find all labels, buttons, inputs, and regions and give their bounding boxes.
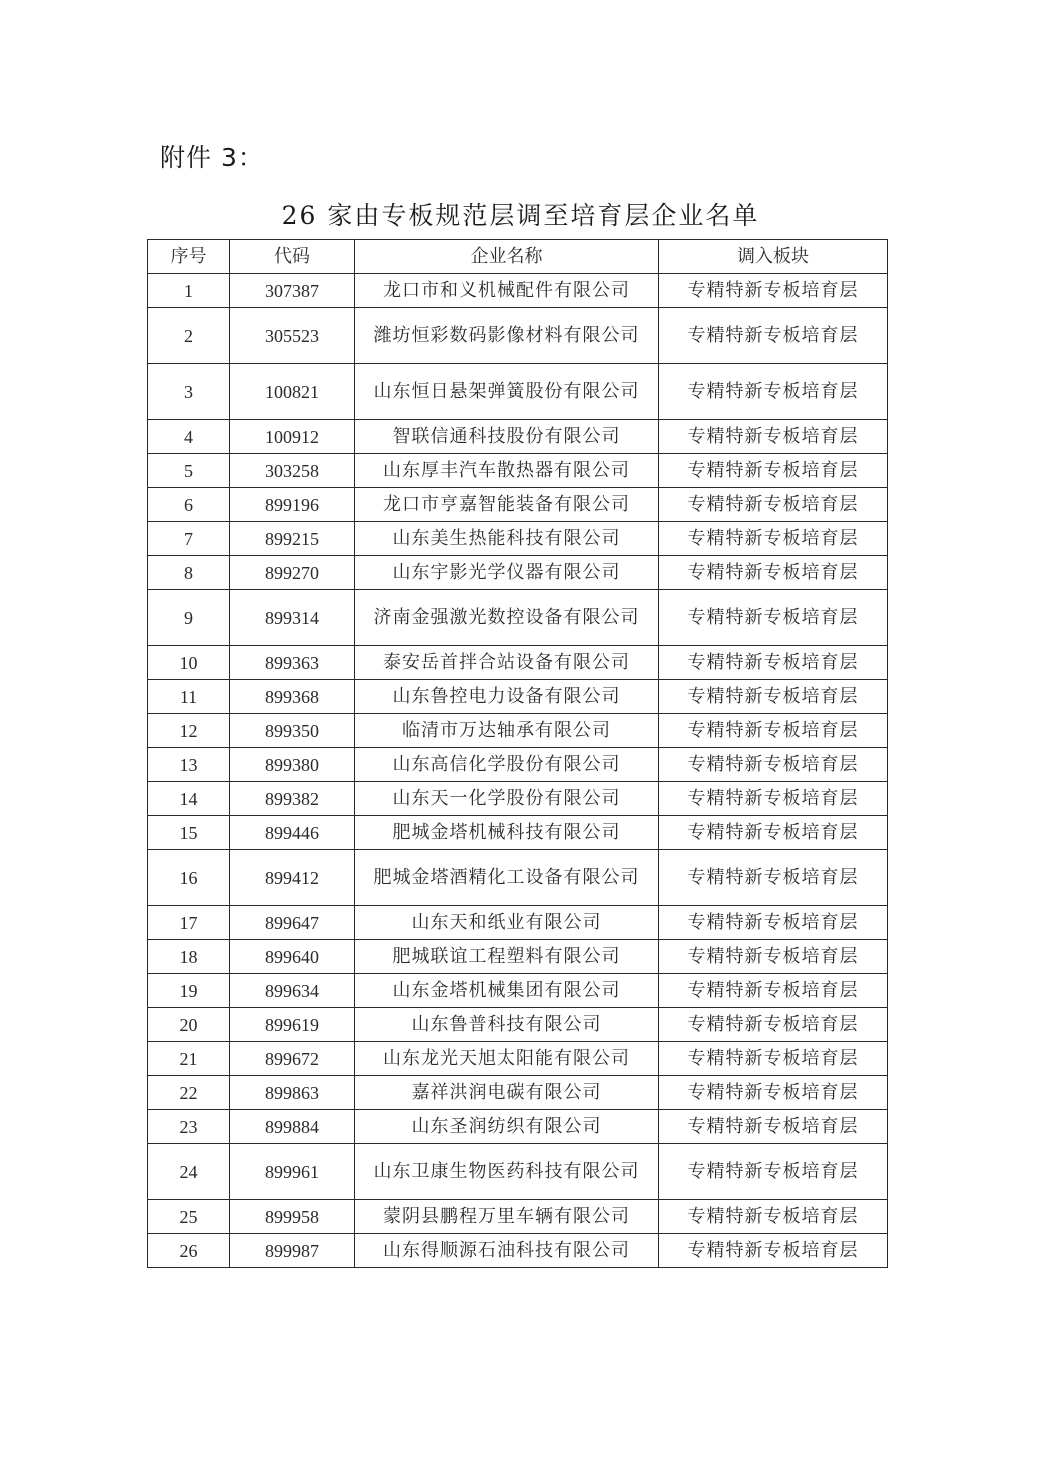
cell-board: 专精特新专板培育层	[659, 1008, 888, 1042]
table-row	[148, 816, 888, 850]
cell-board: 专精特新专板培育层	[659, 816, 888, 850]
table-body	[148, 274, 888, 1268]
table-row	[148, 1200, 888, 1234]
cell-company-name: 山东得顺源石油科技有限公司	[355, 1234, 659, 1268]
cell-company-name: 山东卫康生物医药科技有限公司	[355, 1144, 659, 1200]
table-row	[148, 646, 888, 680]
cell-company-name: 潍坊恒彩数码影像材料有限公司	[355, 308, 659, 364]
cell-code: 100912	[230, 420, 355, 454]
table-row	[148, 782, 888, 816]
table-row	[148, 522, 888, 556]
cell-company-name: 山东厚丰汽车散热器有限公司	[355, 454, 659, 488]
cell-company-name: 山东天一化学股份有限公司	[355, 782, 659, 816]
cell-no: 14	[148, 782, 230, 816]
header-company-name: 企业名称	[355, 240, 659, 274]
cell-board: 专精特新专板培育层	[659, 940, 888, 974]
cell-code: 899672	[230, 1042, 355, 1076]
table-row	[148, 940, 888, 974]
cell-code: 899196	[230, 488, 355, 522]
table-row	[148, 748, 888, 782]
table-row	[148, 556, 888, 590]
cell-board: 专精特新专板培育层	[659, 556, 888, 590]
table-row	[148, 1008, 888, 1042]
cell-no: 21	[148, 1042, 230, 1076]
cell-board: 专精特新专板培育层	[659, 974, 888, 1008]
cell-code: 899270	[230, 556, 355, 590]
cell-no: 3	[148, 364, 230, 420]
cell-code: 899350	[230, 714, 355, 748]
cell-company-name: 山东宇影光学仪器有限公司	[355, 556, 659, 590]
cell-company-name: 肥城金塔酒精化工设备有限公司	[355, 850, 659, 906]
cell-no: 7	[148, 522, 230, 556]
cell-no: 1	[148, 274, 230, 308]
cell-company-name: 山东鲁控电力设备有限公司	[355, 680, 659, 714]
cell-code: 899215	[230, 522, 355, 556]
table-row	[148, 680, 888, 714]
cell-no: 10	[148, 646, 230, 680]
cell-no: 15	[148, 816, 230, 850]
cell-code: 899446	[230, 816, 355, 850]
cell-board: 专精特新专板培育层	[659, 1200, 888, 1234]
cell-code: 899863	[230, 1076, 355, 1110]
cell-code: 899961	[230, 1144, 355, 1200]
cell-board: 专精特新专板培育层	[659, 748, 888, 782]
cell-board: 专精特新专板培育层	[659, 364, 888, 420]
cell-no: 12	[148, 714, 230, 748]
cell-board: 专精特新专板培育层	[659, 1042, 888, 1076]
cell-company-name: 山东圣润纺织有限公司	[355, 1110, 659, 1144]
cell-board: 专精特新专板培育层	[659, 522, 888, 556]
cell-code: 899647	[230, 906, 355, 940]
cell-code: 899380	[230, 748, 355, 782]
document-title: 26 家由专板规范层调至培育层企业名单	[281, 201, 760, 230]
table-row	[148, 850, 888, 906]
cell-board: 专精特新专板培育层	[659, 454, 888, 488]
cell-no: 19	[148, 974, 230, 1008]
cell-code: 899368	[230, 680, 355, 714]
cell-code: 899363	[230, 646, 355, 680]
cell-no: 9	[148, 590, 230, 646]
cell-no: 11	[148, 680, 230, 714]
cell-no: 24	[148, 1144, 230, 1200]
cell-no: 5	[148, 454, 230, 488]
cell-code: 899884	[230, 1110, 355, 1144]
cell-no: 22	[148, 1076, 230, 1110]
table-row	[148, 420, 888, 454]
cell-board: 专精特新专板培育层	[659, 714, 888, 748]
cell-code: 899412	[230, 850, 355, 906]
cell-no: 2	[148, 308, 230, 364]
cell-company-name: 山东龙光天旭太阳能有限公司	[355, 1042, 659, 1076]
cell-board: 专精特新专板培育层	[659, 1234, 888, 1268]
cell-no: 20	[148, 1008, 230, 1042]
cell-no: 4	[148, 420, 230, 454]
cell-board: 专精特新专板培育层	[659, 782, 888, 816]
cell-company-name: 泰安岳首拌合站设备有限公司	[355, 646, 659, 680]
cell-code: 899634	[230, 974, 355, 1008]
cell-no: 18	[148, 940, 230, 974]
header-no: 序号	[148, 240, 230, 274]
cell-code: 899314	[230, 590, 355, 646]
cell-no: 23	[148, 1110, 230, 1144]
table-row	[148, 1042, 888, 1076]
cell-board: 专精特新专板培育层	[659, 1144, 888, 1200]
table-row	[148, 590, 888, 646]
table-row	[148, 906, 888, 940]
cell-company-name: 龙口市和义机械配件有限公司	[355, 274, 659, 308]
table-row	[148, 488, 888, 522]
table-row	[148, 1110, 888, 1144]
cell-no: 16	[148, 850, 230, 906]
cell-company-name: 肥城金塔机械科技有限公司	[355, 816, 659, 850]
cell-company-name: 山东金塔机械集团有限公司	[355, 974, 659, 1008]
table-row	[148, 1234, 888, 1268]
cell-board: 专精特新专板培育层	[659, 906, 888, 940]
cell-code: 100821	[230, 364, 355, 420]
cell-board: 专精特新专板培育层	[659, 274, 888, 308]
cell-no: 25	[148, 1200, 230, 1234]
cell-company-name: 智联信通科技股份有限公司	[355, 420, 659, 454]
table-row	[148, 364, 888, 420]
cell-company-name: 济南金强激光数控设备有限公司	[355, 590, 659, 646]
table-row	[148, 974, 888, 1008]
cell-company-name: 嘉祥洪润电碳有限公司	[355, 1076, 659, 1110]
cell-company-name: 山东鲁普科技有限公司	[355, 1008, 659, 1042]
table-header-row	[148, 240, 888, 274]
table-row	[148, 308, 888, 364]
cell-company-name: 山东恒日悬架弹簧股份有限公司	[355, 364, 659, 420]
cell-code: 899987	[230, 1234, 355, 1268]
cell-board: 专精特新专板培育层	[659, 590, 888, 646]
cell-code: 305523	[230, 308, 355, 364]
attachment-label: 附件 3：	[160, 143, 264, 172]
cell-board: 专精特新专板培育层	[659, 850, 888, 906]
cell-code: 303258	[230, 454, 355, 488]
cell-board: 专精特新专板培育层	[659, 488, 888, 522]
cell-company-name: 龙口市亨嘉智能装备有限公司	[355, 488, 659, 522]
table-row	[148, 714, 888, 748]
cell-code: 307387	[230, 274, 355, 308]
cell-board: 专精特新专板培育层	[659, 308, 888, 364]
cell-no: 26	[148, 1234, 230, 1268]
cell-board: 专精特新专板培育层	[659, 1110, 888, 1144]
table-row	[148, 454, 888, 488]
cell-no: 17	[148, 906, 230, 940]
cell-no: 6	[148, 488, 230, 522]
cell-company-name: 临清市万达轴承有限公司	[355, 714, 659, 748]
table-row	[148, 1144, 888, 1200]
cell-company-name: 山东高信化学股份有限公司	[355, 748, 659, 782]
cell-board: 专精特新专板培育层	[659, 680, 888, 714]
table-row	[148, 274, 888, 308]
cell-company-name: 山东美生热能科技有限公司	[355, 522, 659, 556]
cell-company-name: 蒙阴县鹏程万里车辆有限公司	[355, 1200, 659, 1234]
header-board: 调入板块	[659, 240, 888, 274]
header-code: 代码	[230, 240, 355, 274]
cell-no: 13	[148, 748, 230, 782]
cell-no: 8	[148, 556, 230, 590]
cell-code: 899382	[230, 782, 355, 816]
cell-board: 专精特新专板培育层	[659, 646, 888, 680]
table-row	[148, 1076, 888, 1110]
cell-code: 899619	[230, 1008, 355, 1042]
cell-code: 899640	[230, 940, 355, 974]
cell-company-name: 肥城联谊工程塑料有限公司	[355, 940, 659, 974]
cell-board: 专精特新专板培育层	[659, 420, 888, 454]
company-list-table	[147, 239, 888, 1268]
cell-board: 专精特新专板培育层	[659, 1076, 888, 1110]
cell-company-name: 山东天和纸业有限公司	[355, 906, 659, 940]
cell-code: 899958	[230, 1200, 355, 1234]
